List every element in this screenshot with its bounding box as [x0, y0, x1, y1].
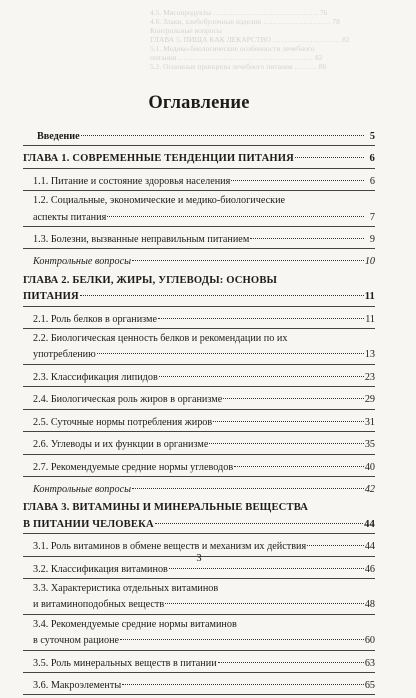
toc-page-number: 9: [369, 234, 375, 246]
toc-entry[interactable]: [23, 654, 375, 670]
dot-leader: [231, 169, 364, 181]
toc-entry-label: Контрольные вопросы: [33, 483, 131, 495]
toc-page-number: 40: [364, 461, 375, 473]
toc-chapter-title-line: ГЛАВА 3. ВИТАМИНЫ И МИНЕРАЛЬНЫЕ ВЕЩЕСТВА: [23, 502, 309, 514]
toc-entry-label: 2.4. Биологическая роль жиров в организме: [33, 394, 223, 406]
toc-entry-label: 1.3. Болезни, вызванные неправильным питанием: [33, 234, 250, 246]
toc-entry-label-line: 3.4. Рекомендуемые средние нормы витаминов: [33, 618, 237, 630]
toc-page-number: 11: [365, 313, 375, 325]
toc-chapter-3[interactable]: [23, 501, 375, 531]
toc-page-number: 46: [364, 563, 375, 575]
dot-leader: [107, 205, 364, 217]
toc-entry[interactable]: [23, 390, 375, 406]
divider: [23, 614, 375, 615]
toc-entry-label: 2.3. Классификация липидов: [33, 371, 158, 383]
toc-entry-label: 3.2. Классификация витаминов: [33, 563, 168, 575]
dot-leader: [132, 249, 364, 261]
dot-leader: [218, 651, 364, 663]
toc-entry-label: 3.5. Роль минеральных веществ в питании: [33, 657, 217, 669]
toc-entry-label-line: 1.2. Социальные, экономические и медико-биологические: [33, 195, 286, 207]
toc-page-number: 10: [364, 256, 375, 268]
divider: [23, 328, 375, 329]
toc-page-number: 63: [364, 657, 375, 669]
toc-entry-label: Введение: [37, 131, 80, 142]
dot-leader: [307, 534, 364, 546]
toc-page-number: 42: [364, 483, 375, 495]
toc-entry[interactable]: [23, 368, 375, 384]
dot-leader: [209, 432, 363, 444]
bleed-line: Контрольные вопросы: [150, 26, 222, 35]
toc-entry-label: 1.1. Питание и состояние здоровья населения: [33, 175, 231, 187]
toc-page-number: 7: [369, 211, 375, 223]
toc-chapter-1[interactable]: [23, 149, 375, 165]
dot-leader: [295, 146, 364, 158]
toc-entry-label: аспекты питания: [33, 211, 107, 223]
dot-leader: [159, 365, 364, 377]
toc-page-number: 48: [364, 599, 375, 611]
toc-page-number: 44: [364, 518, 375, 530]
toc-page-number: 5: [369, 131, 375, 142]
toc-entry[interactable]: [23, 332, 375, 362]
toc-page-number: 6: [369, 153, 375, 165]
toc-page-number: 11: [364, 291, 375, 303]
toc-entry-label: 2.7. Рекомендуемые средние нормы углеводов: [33, 461, 234, 473]
dot-leader: [234, 455, 364, 467]
dot-leader: [213, 410, 364, 422]
toc-entry-label: 2.5. Суточные нормы потребления жиров: [33, 416, 213, 428]
dot-leader: [97, 342, 364, 354]
toc-entry[interactable]: [23, 537, 375, 553]
toc-entry-questions[interactable]: [23, 252, 375, 268]
page-number: 3: [196, 553, 202, 564]
bleed-line: питания ……………………………………………… 82: [150, 53, 323, 62]
page-title: Оглавление: [148, 93, 250, 113]
toc-entry[interactable]: [23, 413, 375, 429]
toc-entry[interactable]: [23, 458, 375, 474]
toc-page-number: 44: [364, 541, 375, 553]
toc-entry[interactable]: [23, 172, 375, 188]
toc-page-number: 35: [364, 439, 375, 451]
toc-page-number: 65: [364, 679, 375, 691]
toc-entry-label: 2.6. Углеводы и их функции в организме: [33, 439, 209, 451]
dot-leader: [120, 628, 364, 640]
toc-page-number: 13: [364, 349, 375, 361]
bleed-line: 5.1. Медико-биологические особенности лечебного: [150, 44, 315, 53]
toc-entry[interactable]: [23, 230, 375, 246]
dot-leader: [80, 284, 364, 296]
dot-leader: [223, 387, 364, 399]
toc-entry-label: 3.1. Роль витаминов в обмене веществ и механизм их действия: [33, 541, 307, 553]
toc-entry[interactable]: [23, 194, 375, 224]
toc-entry[interactable]: [23, 582, 375, 612]
divider: [23, 578, 375, 579]
toc-entry-label: 2.1. Роль белков в организме: [33, 313, 158, 325]
divider: [23, 694, 375, 695]
divider: [23, 190, 375, 191]
bleed-line: ГЛАВА 5. ПИЩА КАК ЛЕКАРСТВО ……………………… 82: [150, 35, 350, 44]
dot-leader: [250, 227, 364, 239]
dot-leader: [158, 307, 364, 319]
toc-entry[interactable]: [23, 310, 375, 326]
toc-chapter-title-line: ГЛАВА 2. БЕЛКИ, ЖИРЫ, УГЛЕВОДЫ: ОСНОВЫ: [23, 274, 278, 286]
toc-page-number: 29: [364, 394, 375, 406]
toc-entry-label: и витаминоподобных веществ: [33, 599, 165, 611]
toc-entry-label-line: 3.3. Характеристика отдельных витаминов: [33, 582, 219, 594]
toc-entry-label: в суточном рационе: [33, 635, 120, 647]
toc-page-number: 23: [364, 371, 375, 383]
toc-entry[interactable]: [23, 618, 375, 648]
toc-page-number: 6: [369, 175, 375, 187]
toc-entry-label: употреблению: [33, 349, 96, 361]
toc-page-number: 31: [364, 416, 375, 428]
dot-leader: [155, 512, 363, 524]
dot-leader: [122, 673, 364, 685]
toc-entry-intro[interactable]: [23, 127, 375, 143]
toc-chapter-title: ГЛАВА 1. СОВРЕМЕННЫЕ ТЕНДЕНЦИИ ПИТАНИЯ: [23, 153, 294, 165]
toc-chapter-2[interactable]: [23, 274, 375, 304]
dot-leader: [81, 124, 364, 136]
table-of-contents: [23, 127, 375, 698]
dot-leader: [165, 592, 364, 604]
toc-entry-questions[interactable]: [23, 480, 375, 496]
toc-entry[interactable]: [23, 435, 375, 451]
bleed-through-text: [150, 8, 400, 82]
toc-page-number: 60: [364, 635, 375, 647]
toc-entry-label: 3.6. Макроэлементы: [33, 679, 122, 691]
toc-entry[interactable]: [23, 676, 375, 692]
toc-chapter-title: ПИТАНИЯ: [23, 291, 79, 303]
dot-leader: [132, 477, 364, 489]
toc-entry-label: Контрольные вопросы: [33, 256, 131, 268]
toc-entry-label-line: 2.2. Биологическая ценность белков и рекомендации по их: [33, 333, 288, 345]
bleed-line: 5.2. Основные принципы лечебного питания ……… 86: [150, 62, 327, 71]
bleed-line: 4.6. Злаки, хлебобулочные изделия ……………………… 78: [150, 17, 340, 26]
toc-chapter-title: В ПИТАНИИ ЧЕЛОВЕКА: [23, 518, 154, 530]
bleed-line: 4.5. Мясопродукты …………………………………… 76: [150, 8, 328, 17]
